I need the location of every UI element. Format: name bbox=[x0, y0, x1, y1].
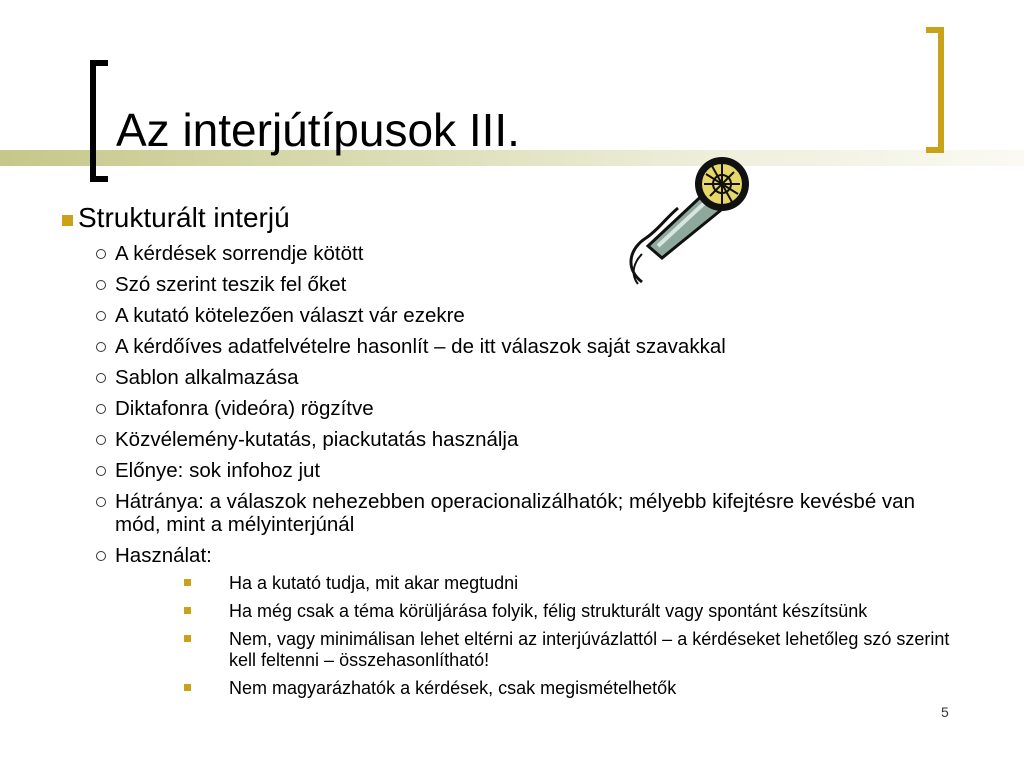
list-item-text: A kutató kötelezően választ vár ezekre bbox=[115, 304, 465, 327]
list-item bbox=[60, 459, 960, 482]
slide-title: Az interjútípusok III. bbox=[116, 104, 520, 156]
list-item bbox=[60, 428, 960, 451]
square-bullet-icon bbox=[184, 635, 191, 642]
list-item-text: A kérdések sorrendje kötött bbox=[115, 242, 364, 265]
right-bracket-decoration bbox=[926, 27, 944, 153]
circle-bullet-icon bbox=[96, 435, 106, 445]
list-item-text: Előnye: sok infohoz jut bbox=[115, 459, 321, 482]
usage-item-text: Nem magyarázhatók a kérdések, csak megismételhetők bbox=[229, 678, 677, 698]
circle-bullet-icon bbox=[96, 466, 106, 476]
usage-item bbox=[60, 629, 960, 671]
usage-item bbox=[60, 573, 960, 594]
circle-bullet-icon bbox=[96, 280, 106, 290]
square-bullet-icon bbox=[62, 215, 73, 226]
list-item-text: Sablon alkalmazása bbox=[115, 366, 299, 389]
list-item bbox=[60, 490, 960, 536]
usage-item-text: Ha a kutató tudja, mit akar megtudni bbox=[229, 573, 519, 593]
circle-bullet-icon bbox=[96, 404, 106, 414]
list-item-text: Használat: bbox=[115, 544, 212, 567]
list-item bbox=[60, 242, 960, 265]
list-item bbox=[60, 366, 960, 389]
list-item-text: Hátránya: a válaszok nehezebben operacionalizálhatók; mélyebb kifejtésre kevésbé van mód, mint a mélyinterjúnál bbox=[115, 490, 915, 536]
main-bullet-text: Strukturált interjú bbox=[78, 202, 290, 233]
square-bullet-icon bbox=[184, 684, 191, 691]
usage-item-text: Nem, vagy minimálisan lehet eltérni az interjúvázlattól – a kérdéseket lehetőleg szó szerint kell feltenni – összehasonlítható! bbox=[229, 629, 950, 670]
circle-bullet-icon bbox=[96, 311, 106, 321]
list-item-text: Szó szerint teszik fel őket bbox=[115, 273, 347, 296]
list-item bbox=[60, 397, 960, 420]
usage-item bbox=[60, 678, 960, 699]
circle-bullet-icon bbox=[96, 249, 106, 259]
square-bullet-icon bbox=[184, 607, 191, 614]
list-item bbox=[60, 335, 960, 358]
circle-bullet-icon bbox=[96, 373, 106, 383]
list-item bbox=[60, 544, 960, 567]
circle-bullet-icon bbox=[96, 497, 106, 507]
usage-item-text: Ha még csak a téma körüljárása folyik, félig strukturált vagy spontánt készítsünk bbox=[229, 601, 868, 621]
usage-item bbox=[60, 601, 960, 622]
circle-bullet-icon bbox=[96, 551, 106, 561]
square-bullet-icon bbox=[184, 579, 191, 586]
left-bracket-decoration bbox=[90, 60, 108, 182]
list-item bbox=[60, 304, 960, 327]
slide-content bbox=[60, 198, 960, 699]
main-bullet bbox=[60, 198, 960, 238]
page-number: 5 bbox=[941, 704, 949, 720]
list-item-text: Diktafonra (videóra) rögzítve bbox=[115, 397, 374, 420]
list-item bbox=[60, 273, 960, 296]
list-item-text: A kérdőíves adatfelvételre hasonlít – de itt válaszok saját szavakkal bbox=[115, 335, 726, 358]
list-item-text: Közvélemény-kutatás, piackutatás használja bbox=[115, 428, 519, 451]
circle-bullet-icon bbox=[96, 342, 106, 352]
